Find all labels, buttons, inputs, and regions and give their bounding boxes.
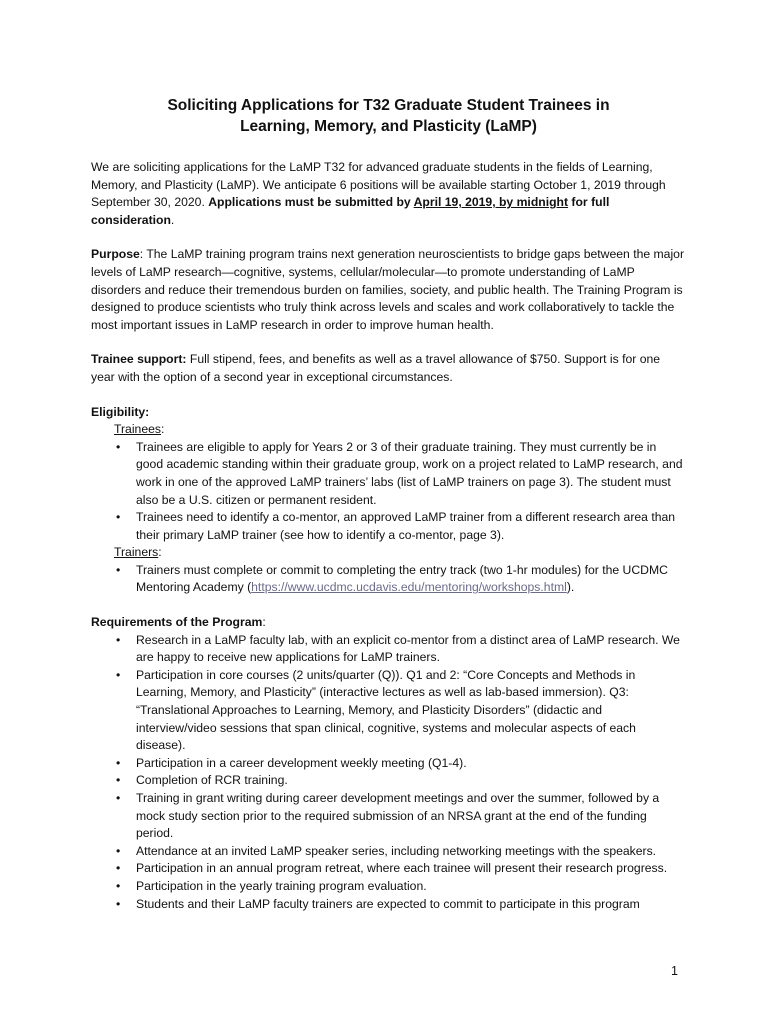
list-item-text: Participation in the yearly training program evaluation. (136, 878, 427, 893)
bullet-icon: • (116, 667, 121, 682)
eligibility-heading: Eligibility: (91, 404, 150, 419)
list-item-text: Completion of RCR training. (136, 773, 288, 788)
title-line-2: Learning, Memory, and Plasticity (LaMP) (240, 118, 537, 135)
intro-end: . (170, 212, 175, 227)
bullet-icon: • (116, 791, 121, 805)
list-item (114, 772, 686, 790)
list-item-text: Trainees need to identify a co-mentor, an approved LaMP trainer from a different research area than their primary LaMP trainer (see how to identify a co-mentor, page 3). (136, 510, 676, 542)
bullet-icon: • (116, 773, 121, 788)
requirements-list (91, 632, 686, 914)
list-item (114, 439, 686, 509)
bullet-icon: • (116, 439, 121, 454)
list-item-end: ). (566, 580, 575, 595)
deadline-date: April 19, 2019, by midnight (413, 195, 569, 210)
requirements-colon: : (262, 615, 266, 630)
list-item-text: Training in grant writing during career development meetings and over the summer, followed by a mock study section prior to the required submission of an NRSA grant at the end of the funding period. (136, 791, 660, 841)
list-item (114, 790, 686, 843)
list-item-text: Participation in a career development weekly meeting (Q1-4). (136, 755, 467, 770)
mentoring-academy-link[interactable]: https://www.ucdmc.ucdavis.edu/mentoring/workshops.html (251, 580, 567, 595)
list-item-text: Participation in core courses (2 units/quarter (Q)). Q1 and 2: “Core Concepts and Methods in Learning, Memory, and Plasticity” (interactive lectures as well as lab-based immersion). Q3: “Translational Approaches to Learning, Memory, and Plasticity Disorders” (didactic and interview/video sessions that span clinical, cognitive, systems and molecular aspects of each disease). (136, 667, 636, 753)
purpose-paragraph (91, 246, 686, 334)
requirements-label: Requirements of the Program (91, 615, 263, 630)
list-item-text: Participation in an annual program retreat, where each trainee will present their research progress. (136, 861, 668, 876)
bullet-icon: • (116, 861, 121, 876)
support-label: Trainee support: (91, 352, 187, 367)
intro-paragraph (91, 159, 686, 229)
eligibility-section (91, 404, 686, 598)
page-content (91, 95, 686, 913)
bullet-icon: • (116, 510, 121, 525)
deadline-prefix: Applications must be submitted by (208, 195, 414, 210)
trainers-list (91, 562, 686, 597)
trainees-list (91, 439, 686, 545)
deadline-suffix: for full consideration (91, 195, 610, 227)
purpose-label: Purpose (91, 247, 140, 262)
list-item (114, 843, 686, 861)
bullet-icon: • (116, 562, 121, 577)
list-item (114, 896, 686, 914)
requirements-heading (91, 614, 686, 632)
list-item (114, 667, 686, 755)
list-item (114, 755, 686, 773)
list-item-text: Attendance at an invited LaMP speaker series, including networking meetings with the speakers. (136, 843, 657, 858)
support-text: Full stipend, fees, and benefits as well as a travel allowance of $750. Support is for one year with the option of a second year in exceptional circumstances. (91, 352, 661, 384)
list-item-text: Trainers must complete or commit to completing the entry track (two 1-hr modules) for the UCDMC Mentoring Academy ( (136, 562, 668, 595)
bullet-icon: • (116, 632, 121, 647)
title-line-1: Soliciting Applications for T32 Graduate Student Trainees in (167, 97, 610, 114)
page-number: 1 (671, 964, 678, 978)
trainers-colon: : (158, 545, 162, 560)
purpose-text: : The LaMP training program trains next generation neuroscientists to bridge gaps between the major levels of LaMP research—cognitive, systems, cellular/molecular—to promote understanding of LaMP disorders and reduce their tremendous burden on families, society, and public health. The Training Program is designed to produce scientists who truly think across levels and scales and work collaboratively to tackle the most important issues in LaMP research in order to improve human health. (91, 247, 685, 332)
trainees-subheading (114, 421, 686, 439)
list-item-text: Research in a LaMP faculty lab, with an explicit co-mentor from a distinct area of LaMP research. We are happy to receive new applications for LaMP trainers. (136, 632, 680, 665)
trainers-subheading (114, 544, 686, 562)
trainers-label: Trainers (114, 545, 159, 560)
trainees-colon: : (160, 422, 165, 437)
bullet-icon: • (116, 755, 121, 770)
requirements-section (91, 614, 686, 913)
list-item-text: Students and their LaMP faculty trainers are expected to commit to participate in this program (136, 896, 640, 911)
list-item (114, 632, 686, 667)
bullet-icon: • (116, 843, 121, 858)
list-item (114, 878, 686, 896)
list-item (114, 509, 686, 544)
intro-text: We are soliciting applications for the LaMP T32 for advanced graduate students in the fields of Learning, Memory, and Plasticity (LaMP). We anticipate 6 positions will be available starting October 1, 2019 through September 30, 2020. (91, 160, 666, 210)
page-title (91, 95, 686, 137)
bullet-icon: • (116, 896, 121, 911)
bullet-icon: • (116, 878, 121, 893)
support-paragraph (91, 351, 686, 386)
list-item (114, 562, 686, 597)
list-item (114, 860, 686, 878)
trainees-label: Trainees (114, 422, 161, 437)
list-item-text: Trainees are eligible to apply for Years 2 or 3 of their graduate training. They must currently be in good academic standing within their graduate group, work on a project related to LaMP research, and work in one of the approved LaMP trainers’ labs (list of LaMP trainers on page 3). The student must also be a U.S. citizen or permanent resident. (136, 439, 683, 507)
